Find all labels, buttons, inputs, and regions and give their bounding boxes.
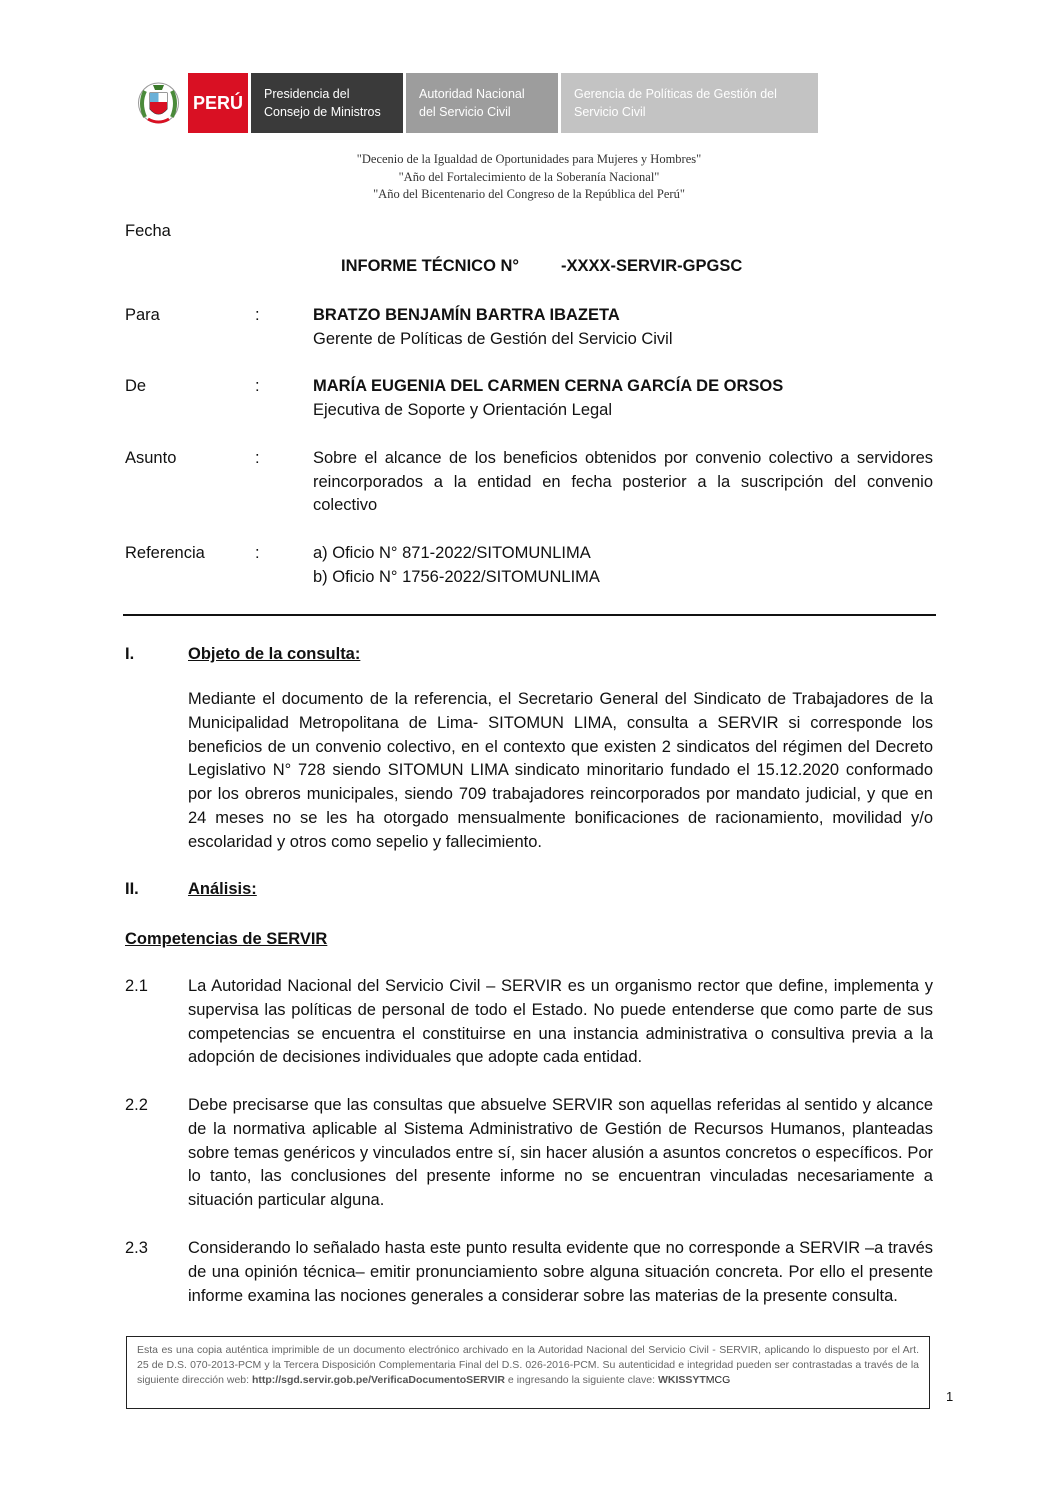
year-mottos [0, 151, 1058, 204]
item-number: 2.3 [125, 1239, 148, 1257]
meta-para [125, 304, 935, 351]
paragraph-item [125, 1237, 935, 1308]
author-initials: MCG [705, 1374, 731, 1386]
de-role: Ejecutiva de Soporte y Orientación Legal [313, 400, 613, 419]
paragraph-item [125, 1094, 935, 1213]
coat-of-arms-icon [131, 73, 186, 133]
item-text: Debe precisarse que las consultas que absuelve SERVIR son aquellas referidas al sentido y alcance de la normativa aplicable al Sistema Administrativo de Gestión de Recursos Humanos, planteadas sobre temas genéricos y vinculados entre sí, sin hacer alusión a asuntos concretos o específicos. Por lo tanto, las conclusiones del presente informe no se encuentran vinculadas necesariamente a situación particular alguna. [188, 1096, 933, 1210]
asunto-label: Asunto [125, 449, 177, 467]
date-label: Fecha [125, 222, 171, 240]
referencia-a: a) Oficio N° 871-2022/SITOMUNLIMA [313, 544, 591, 562]
verification-key: WKISSYT [657, 1374, 706, 1386]
section-1-title: Objeto de la consulta: [188, 645, 361, 663]
meta-asunto [125, 447, 935, 518]
asunto-text: Sobre el alcance de los beneficios obtenidos por convenio colectivo a servidores reincorporados a la entidad en fecha posterior a la suscripción del convenio colectivo [313, 449, 933, 514]
item-text: Considerando lo señalado hasta este punto resulta evidente que no corresponde a SERVIR –a través de una opinión técnica– emitir pronunciamiento sobre alguna situación concreta. Por ello el presente informe examina las nociones generales a considerar sobre las materias de la presente consulta. [188, 1239, 933, 1305]
footer-text-1: Esta es una copia auténtica imprimible de un documento electrónico archivado en la Autoridad Nacional del Servicio Civil - SERVIR, aplicando lo dispuesto por el Art. 25 de D.S. 070-2013-PCM y la Tercera Disposición Complementaria Final del D.S. 026-2016-PCM. Su autenticidad e integridad pueden ser contrastadas a través de la siguiente dirección web: [137, 1344, 919, 1386]
report-number: -XXXX-SERVIR-GPGSC [561, 257, 743, 275]
de-colon: : [255, 377, 260, 395]
gerencia-box [561, 73, 818, 133]
peru-logo: PERÚ [188, 73, 248, 133]
meta-referencia [125, 542, 935, 589]
pcm-line2: Consejo de Ministros [264, 105, 381, 119]
para-role: Gerente de Políticas de Gestión del Servicio Civil [313, 329, 673, 348]
section-2-heading [125, 880, 257, 899]
competencias-subheading: Competencias de SERVIR [125, 930, 328, 948]
header-divider [123, 614, 936, 616]
section-1-number: I. [125, 645, 135, 663]
page-number: 1 [946, 1389, 954, 1404]
motto-line: "Año del Bicentenario del Congreso de la República del Perú" [373, 187, 685, 201]
verification-link[interactable]: http://sgd.servir.gob.pe/VerificaDocumentoSERVIR [251, 1374, 506, 1386]
gerencia-line2: Servicio Civil [574, 105, 646, 119]
motto-line: "Decenio de la Igualdad de Oportunidades para Mujeres y Hombres" [356, 152, 702, 166]
referencia-colon: : [255, 544, 260, 562]
report-label: INFORME TÉCNICO N° [341, 257, 520, 275]
de-name: MARÍA EUGENIA DEL CARMEN CERNA GARCÍA DE ORSOS [313, 377, 784, 395]
pcm-line1: Presidencia del [264, 87, 350, 101]
referencia-b: b) Oficio N° 1756-2022/SITOMUNLIMA [313, 567, 600, 586]
asunto-colon: : [255, 449, 260, 467]
servir-box [406, 73, 558, 133]
section-2-title: Análisis: [188, 880, 257, 898]
item-text: La Autoridad Nacional del Servicio Civil – SERVIR es un organismo rector que define, implementa y supervisa las políticas de personal de todo el Estado. No puede entenderse que como parte de sus competencias se encuentra el constituirse en una instancia administrativa o consultiva previa a la adopción de decisiones individuales que adopte cada entidad. [188, 977, 933, 1067]
section-1-body: Mediante el documento de la referencia, el Secretario General del Sindicato de Trabajadores de la Municipalidad Metropolitana de Lima- SITOMUN LIMA, consulta a SERVIR si corresponde los beneficios de un convenio colectivo, en el contexto que existen 2 sindicatos del régimen del Decreto Legislativo N° 728 siendo SITOMUN LIMA sindicato minoritario fundado el 15.12.2020 conformado por los obreros municipales, siendo 709 trabajadores reincorporados por mandato judicial, y que en 24 meses no se les ha otorgado mensualmente bonificaciones de racionamiento, movilidad y/o escolaridad y otros como sepelio y fallecimiento. [188, 690, 933, 851]
meta-de [125, 375, 935, 422]
pcm-box [251, 73, 403, 133]
para-name: BRATZO BENJAMÍN BARTRA IBAZETA [313, 306, 620, 324]
gerencia-line1: Gerencia de Políticas de Gestión del [574, 87, 777, 101]
document-header [131, 73, 818, 133]
servir-line2: del Servicio Civil [419, 105, 511, 119]
authenticity-footer [126, 1336, 930, 1409]
para-label: Para [125, 306, 160, 324]
section-2-number: II. [125, 880, 139, 898]
motto-line: "Año del Fortalecimiento de la Soberanía Nacional" [398, 169, 660, 184]
para-colon: : [255, 306, 260, 324]
item-number: 2.2 [125, 1096, 148, 1114]
servir-line1: Autoridad Nacional [419, 87, 525, 101]
footer-text-2: e ingresando la siguiente clave: [505, 1374, 658, 1386]
paragraph-item [125, 975, 935, 1070]
de-label: De [125, 377, 147, 395]
referencia-label: Referencia [125, 544, 205, 562]
report-title [341, 257, 742, 276]
item-number: 2.1 [125, 977, 148, 995]
section-1-heading [125, 645, 360, 664]
